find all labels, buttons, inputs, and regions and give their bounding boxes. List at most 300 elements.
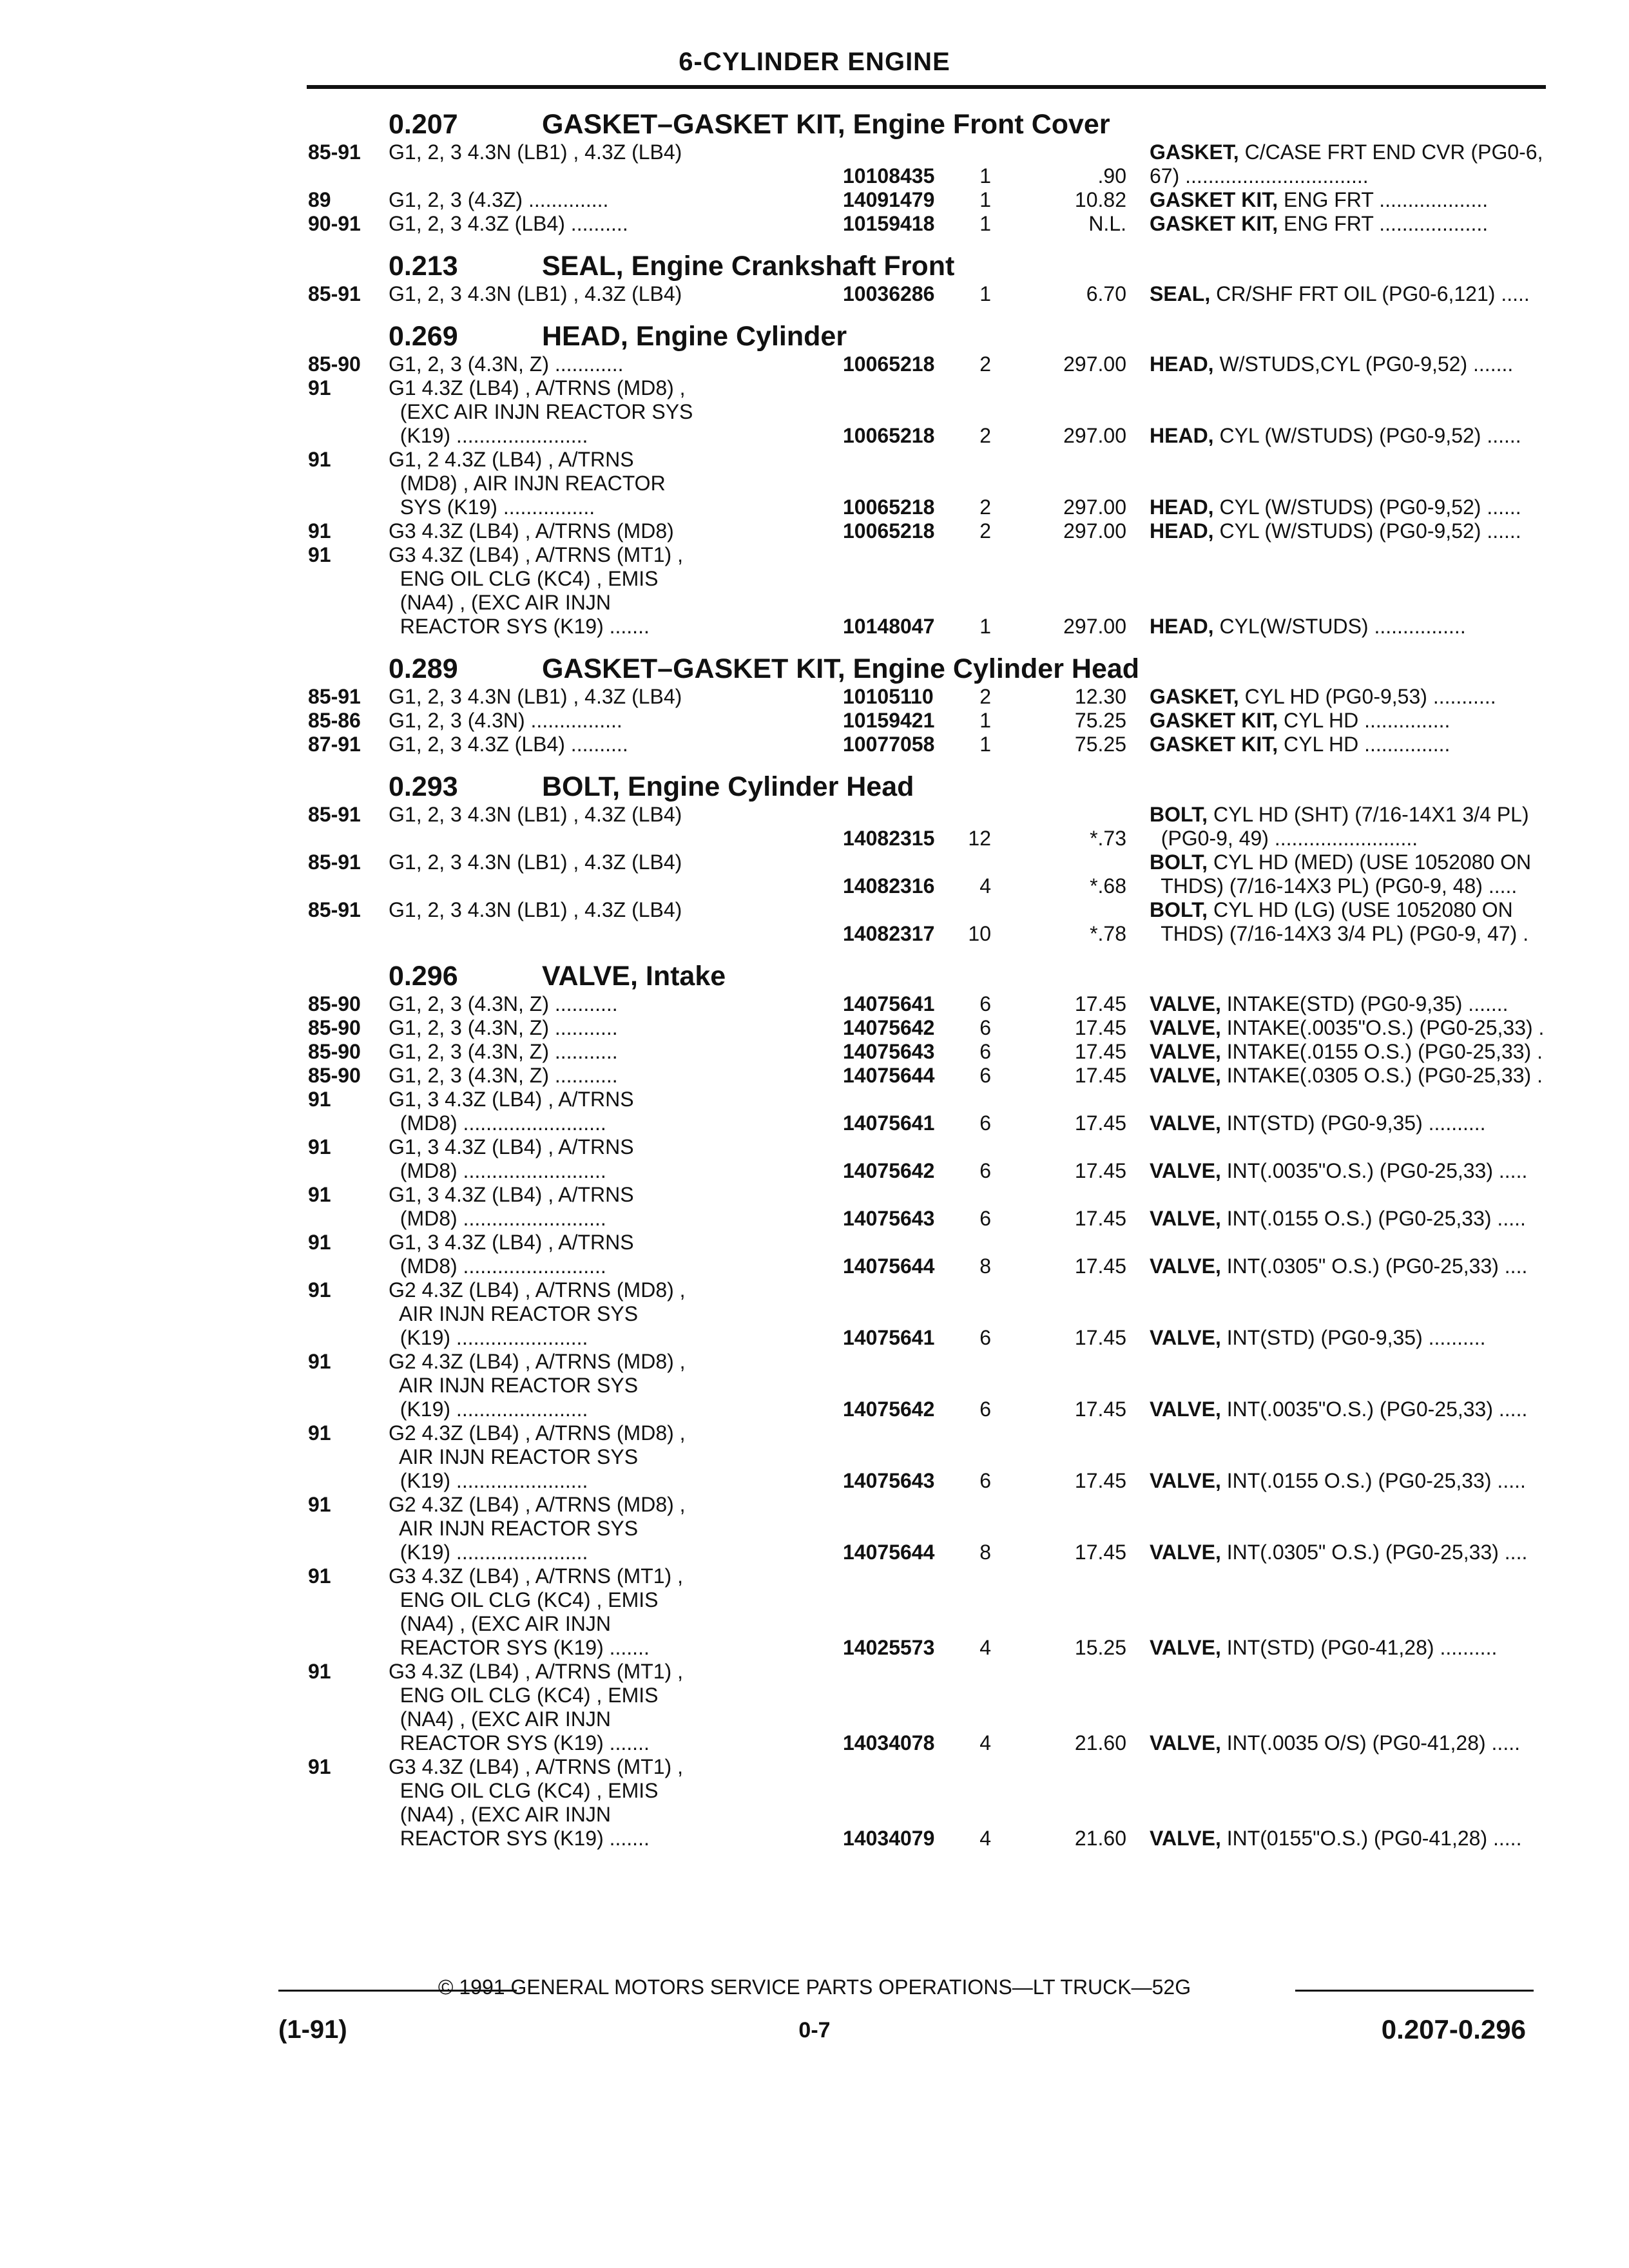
application-line: G1, 2, 3 4.3N (LB1) , 4.3Z (LB4) bbox=[389, 140, 682, 164]
description-text: ENG FRT ................... bbox=[1284, 188, 1489, 211]
application bbox=[389, 1040, 843, 1064]
description-text: INTAKE(.0305 O.S.) (PG0-25,33) . bbox=[1226, 1064, 1543, 1087]
price: N.L. bbox=[1088, 212, 1126, 235]
description-line bbox=[1150, 850, 1575, 874]
description-text: INT(.0155 O.S.) (PG0-25,33) ..... bbox=[1226, 1207, 1526, 1230]
quantity: 1 bbox=[979, 212, 991, 235]
application bbox=[389, 1088, 843, 1135]
quantity: 6 bbox=[979, 1469, 991, 1492]
description bbox=[1150, 615, 1575, 639]
description-line bbox=[1150, 733, 1575, 756]
part-row bbox=[308, 543, 1552, 639]
description bbox=[1150, 424, 1575, 448]
application-line: (MD8) ......................... bbox=[389, 1254, 606, 1278]
part-number: 10108435 bbox=[843, 164, 935, 187]
price: 6.70 bbox=[1086, 282, 1126, 305]
part-name: GASKET, bbox=[1150, 685, 1239, 708]
description-line bbox=[1150, 1541, 1575, 1564]
description-text: C/CASE FRT END CVR (PG0-6, bbox=[1244, 140, 1543, 164]
application bbox=[389, 1183, 843, 1231]
description-text: ENG FRT ................... bbox=[1284, 212, 1489, 235]
model-years: 91 bbox=[308, 543, 331, 566]
application-line: G1, 2, 3 4.3Z (LB4) .......... bbox=[389, 733, 628, 756]
part-name: VALVE, bbox=[1150, 1111, 1221, 1135]
header-rule bbox=[307, 85, 1546, 89]
description-line bbox=[1150, 495, 1575, 519]
part-number: 14075643 bbox=[843, 1469, 935, 1492]
description bbox=[1150, 1111, 1575, 1135]
part-number: 10065218 bbox=[843, 495, 935, 519]
description-line bbox=[1150, 898, 1575, 922]
price: 21.60 bbox=[1074, 1731, 1126, 1754]
application bbox=[389, 1564, 843, 1660]
price: 15.25 bbox=[1074, 1636, 1126, 1659]
description-line bbox=[1150, 992, 1575, 1016]
description bbox=[1150, 140, 1575, 188]
section-title: BOLT, Engine Cylinder Head bbox=[542, 771, 914, 802]
part-name: VALVE, bbox=[1150, 1159, 1221, 1182]
description-text: CYL HD (PG0-9,53) ........... bbox=[1244, 685, 1496, 708]
application-line: (NA4) , (EXC AIR INJN bbox=[389, 1803, 611, 1826]
section-number: 0.269 bbox=[389, 321, 458, 352]
description bbox=[1150, 685, 1575, 709]
quantity: 4 bbox=[979, 1731, 991, 1754]
quantity: 1 bbox=[979, 615, 991, 638]
application-line: ENG OIL CLG (KC4) , EMIS bbox=[389, 567, 659, 590]
part-row bbox=[308, 282, 1552, 306]
quantity: 6 bbox=[979, 1111, 991, 1135]
application-line: G1, 2, 3 (4.3N, Z) ........... bbox=[389, 1064, 618, 1087]
application bbox=[389, 1660, 843, 1755]
description bbox=[1150, 1636, 1575, 1660]
part-number: 10159418 bbox=[843, 212, 935, 235]
application-line: G2 4.3Z (LB4) , A/TRNS (MD8) , bbox=[389, 1421, 686, 1445]
part-name: BOLT, bbox=[1150, 803, 1208, 826]
part-name: GASKET KIT, bbox=[1150, 733, 1278, 756]
description bbox=[1150, 1731, 1575, 1755]
application-line: (EXC AIR INJN REACTOR SYS bbox=[389, 400, 693, 423]
description bbox=[1150, 1326, 1575, 1350]
model-years: 85-90 bbox=[308, 1016, 361, 1039]
application-line: AIR INJN REACTOR SYS bbox=[389, 1445, 639, 1468]
description-line bbox=[1150, 1016, 1575, 1040]
part-row bbox=[308, 898, 1552, 946]
model-years: 91 bbox=[308, 1350, 331, 1373]
description bbox=[1150, 1254, 1575, 1278]
price: 21.60 bbox=[1074, 1827, 1126, 1850]
description-line: THDS) (7/16-14X3 3/4 PL) (PG0-9, 47) . bbox=[1150, 922, 1529, 945]
application bbox=[389, 282, 843, 306]
part-name: HEAD, bbox=[1150, 615, 1214, 638]
model-years: 91 bbox=[308, 1421, 331, 1445]
application-line: G1, 2, 3 (4.3N, Z) ............ bbox=[389, 352, 624, 376]
model-years: 87-91 bbox=[308, 733, 361, 756]
application bbox=[389, 850, 843, 898]
description bbox=[1150, 1040, 1575, 1064]
model-years: 85-86 bbox=[308, 709, 361, 732]
description-line bbox=[1150, 212, 1575, 236]
part-name: BOLT, bbox=[1150, 898, 1208, 921]
price: 10.82 bbox=[1074, 188, 1126, 211]
price: 17.45 bbox=[1074, 1254, 1126, 1278]
description bbox=[1150, 282, 1575, 306]
description-line bbox=[1150, 1040, 1575, 1064]
page-number: 0-7 bbox=[798, 2018, 831, 2042]
application-line: G1, 2, 3 4.3N (LB1) , 4.3Z (LB4) bbox=[389, 898, 682, 921]
price: 17.45 bbox=[1074, 1398, 1126, 1421]
part-row bbox=[308, 1088, 1552, 1135]
application-line: (K19) ....................... bbox=[389, 1326, 588, 1349]
description bbox=[1150, 803, 1575, 850]
description-text: INT(.0305" O.S.) (PG0-25,33) .... bbox=[1226, 1541, 1528, 1564]
description-line bbox=[1150, 709, 1575, 733]
part-number: 14034078 bbox=[843, 1731, 935, 1754]
application-line: REACTOR SYS (K19) ....... bbox=[389, 1731, 650, 1754]
description-text: W/STUDS,CYL (PG0-9,52) ....... bbox=[1219, 352, 1514, 376]
description-text: CYL (W/STUDS) (PG0-9,52) ...... bbox=[1219, 424, 1521, 447]
description-text: INT(STD) (PG0-9,35) .......... bbox=[1226, 1111, 1486, 1135]
quantity: 2 bbox=[979, 519, 991, 543]
model-years: 85-91 bbox=[308, 282, 361, 305]
application-line: (MD8) ......................... bbox=[389, 1159, 606, 1182]
application-line: (NA4) , (EXC AIR INJN bbox=[389, 1707, 611, 1731]
description-line bbox=[1150, 188, 1575, 212]
price: 17.45 bbox=[1074, 1541, 1126, 1564]
price: 17.45 bbox=[1074, 1159, 1126, 1182]
part-row bbox=[308, 1278, 1552, 1350]
model-years: 85-90 bbox=[308, 1040, 361, 1063]
part-name: VALVE, bbox=[1150, 1469, 1221, 1492]
part-name: GASKET KIT, bbox=[1150, 212, 1278, 235]
quantity: 8 bbox=[979, 1254, 991, 1278]
application-line: G1, 2, 3 4.3Z (LB4) .......... bbox=[389, 212, 628, 235]
application bbox=[389, 1350, 843, 1421]
part-name: VALVE, bbox=[1150, 1064, 1221, 1087]
description bbox=[1150, 709, 1575, 733]
section-heading bbox=[308, 315, 1552, 352]
price: *.73 bbox=[1090, 827, 1126, 850]
application-line: G3 4.3Z (LB4) , A/TRNS (MT1) , bbox=[389, 1660, 683, 1683]
part-name: VALVE, bbox=[1150, 1636, 1221, 1659]
application-line: G2 4.3Z (LB4) , A/TRNS (MD8) , bbox=[389, 1350, 686, 1373]
model-years: 85-90 bbox=[308, 992, 361, 1015]
part-name: VALVE, bbox=[1150, 1040, 1221, 1063]
price: 12.30 bbox=[1074, 685, 1126, 708]
part-number: 14075644 bbox=[843, 1064, 935, 1087]
application bbox=[389, 543, 843, 639]
part-number: 10105110 bbox=[843, 685, 934, 708]
part-row bbox=[308, 1493, 1552, 1564]
model-years: 85-91 bbox=[308, 140, 361, 164]
application bbox=[389, 188, 843, 212]
quantity: 1 bbox=[979, 709, 991, 732]
description-text: CYL HD (MED) (USE 1052080 ON bbox=[1213, 850, 1532, 874]
part-number: 14075643 bbox=[843, 1040, 935, 1063]
description bbox=[1150, 733, 1575, 756]
model-years: 91 bbox=[308, 1564, 331, 1588]
section-heading bbox=[308, 648, 1552, 685]
description-line bbox=[1150, 140, 1575, 164]
description-text: CYL HD ............... bbox=[1284, 733, 1451, 756]
part-row bbox=[308, 376, 1552, 448]
description-line bbox=[1150, 685, 1575, 709]
quantity: 2 bbox=[979, 352, 991, 376]
price: 297.00 bbox=[1063, 519, 1126, 543]
application-line: G1, 3 4.3Z (LB4) , A/TRNS bbox=[389, 1088, 634, 1111]
part-name: VALVE, bbox=[1150, 1326, 1221, 1349]
description-text: INT(.0035"O.S.) (PG0-25,33) ..... bbox=[1226, 1159, 1528, 1182]
price: .90 bbox=[1097, 164, 1126, 187]
description-line bbox=[1150, 282, 1575, 306]
part-name: HEAD, bbox=[1150, 424, 1214, 447]
description bbox=[1150, 850, 1575, 898]
quantity: 2 bbox=[979, 685, 991, 708]
part-name: GASKET, bbox=[1150, 140, 1239, 164]
price: 297.00 bbox=[1063, 352, 1126, 376]
section-number: 0.296 bbox=[389, 961, 458, 992]
description-text: CR/SHF FRT OIL (PG0-6,121) ..... bbox=[1216, 282, 1530, 305]
part-number: 10036286 bbox=[843, 282, 935, 305]
section-number: 0.207 bbox=[389, 109, 458, 140]
application bbox=[389, 1493, 843, 1564]
application-line: G1, 2 4.3Z (LB4) , A/TRNS bbox=[389, 448, 634, 471]
part-row bbox=[308, 1016, 1552, 1040]
application-line: G1, 3 4.3Z (LB4) , A/TRNS bbox=[389, 1231, 634, 1254]
description-line bbox=[1150, 615, 1575, 639]
description-line bbox=[1150, 1398, 1575, 1421]
model-years: 89 bbox=[308, 188, 331, 211]
part-row bbox=[308, 1350, 1552, 1421]
application-line: G3 4.3Z (LB4) , A/TRNS (MD8) bbox=[389, 519, 674, 543]
section-title: GASKET–GASKET KIT, Engine Cylinder Head bbox=[542, 653, 1140, 684]
application bbox=[389, 992, 843, 1016]
part-name: BOLT, bbox=[1150, 850, 1208, 874]
description bbox=[1150, 992, 1575, 1016]
application-line: REACTOR SYS (K19) ....... bbox=[389, 1636, 650, 1659]
application-line: G1, 2, 3 4.3N (LB1) , 4.3Z (LB4) bbox=[389, 685, 682, 708]
description-text: INT(STD) (PG0-9,35) .......... bbox=[1226, 1326, 1486, 1349]
description-text: CYL(W/STUDS) ................ bbox=[1219, 615, 1466, 638]
description bbox=[1150, 212, 1575, 236]
description bbox=[1150, 1827, 1575, 1850]
part-number: 10159421 bbox=[843, 709, 935, 732]
application-line: ENG OIL CLG (KC4) , EMIS bbox=[389, 1779, 659, 1802]
price: *.68 bbox=[1090, 874, 1126, 898]
application-line: G1, 2, 3 (4.3N, Z) ........... bbox=[389, 1016, 618, 1039]
application bbox=[389, 685, 843, 709]
description-line bbox=[1150, 519, 1575, 543]
model-years: 91 bbox=[308, 376, 331, 399]
model-years: 91 bbox=[308, 1183, 331, 1206]
part-name: VALVE, bbox=[1150, 1254, 1221, 1278]
application-line: (NA4) , (EXC AIR INJN bbox=[389, 591, 611, 614]
quantity: 1 bbox=[979, 164, 991, 187]
description-line bbox=[1150, 1159, 1575, 1183]
part-row bbox=[308, 709, 1552, 733]
part-row bbox=[308, 140, 1552, 188]
application-line: G1, 3 4.3Z (LB4) , A/TRNS bbox=[389, 1183, 634, 1206]
description-line bbox=[1150, 1636, 1575, 1660]
part-name: GASKET KIT, bbox=[1150, 709, 1278, 732]
quantity: 6 bbox=[979, 1016, 991, 1039]
description-line bbox=[1150, 1731, 1575, 1755]
quantity: 4 bbox=[979, 874, 991, 898]
part-name: VALVE, bbox=[1150, 1731, 1221, 1754]
description bbox=[1150, 898, 1575, 946]
part-row bbox=[308, 1040, 1552, 1064]
quantity: 6 bbox=[979, 1207, 991, 1230]
description-text: CYL HD ............... bbox=[1284, 709, 1451, 732]
application-line: G3 4.3Z (LB4) , A/TRNS (MT1) , bbox=[389, 1755, 683, 1778]
part-name: HEAD, bbox=[1150, 519, 1214, 543]
section-title: SEAL, Engine Crankshaft Front bbox=[542, 251, 955, 282]
description-text: INT(.0035 O/S) (PG0-41,28) ..... bbox=[1226, 1731, 1520, 1754]
section-title: HEAD, Engine Cylinder bbox=[542, 321, 847, 352]
model-years: 85-91 bbox=[308, 803, 361, 826]
copyright: © 1991 GENERAL MOTORS SERVICE PARTS OPERATIONS—LT TRUCK—52G bbox=[438, 1975, 1191, 1999]
quantity: 6 bbox=[979, 1398, 991, 1421]
quantity: 2 bbox=[979, 495, 991, 519]
part-name: VALVE, bbox=[1150, 1016, 1221, 1039]
part-row bbox=[308, 1231, 1552, 1278]
price: 17.45 bbox=[1074, 1016, 1126, 1039]
part-name: SEAL, bbox=[1150, 282, 1211, 305]
description-text: CYL HD (LG) (USE 1052080 ON bbox=[1213, 898, 1513, 921]
quantity: 4 bbox=[979, 1827, 991, 1850]
description-line bbox=[1150, 1207, 1575, 1231]
description-line bbox=[1150, 803, 1575, 827]
application-line: ENG OIL CLG (KC4) , EMIS bbox=[389, 1684, 659, 1707]
model-years: 91 bbox=[308, 1755, 331, 1778]
part-number: 14075641 bbox=[843, 1111, 935, 1135]
description-line: THDS) (7/16-14X3 PL) (PG0-9, 48) ..... bbox=[1150, 874, 1518, 898]
part-number: 10065218 bbox=[843, 519, 935, 543]
quantity: 4 bbox=[979, 1636, 991, 1659]
description-line bbox=[1150, 1064, 1575, 1088]
application-line: G1, 2, 3 4.3N (LB1) , 4.3Z (LB4) bbox=[389, 850, 682, 874]
part-number: 14075641 bbox=[843, 1326, 935, 1349]
description-text: INTAKE(.0155 O.S.) (PG0-25,33) . bbox=[1226, 1040, 1543, 1063]
application bbox=[389, 376, 843, 448]
part-row bbox=[308, 1421, 1552, 1493]
application-line: (K19) ....................... bbox=[389, 1469, 588, 1492]
part-row bbox=[308, 352, 1552, 376]
model-years: 91 bbox=[308, 1088, 331, 1111]
price: 297.00 bbox=[1063, 495, 1126, 519]
application bbox=[389, 1421, 843, 1493]
quantity: 1 bbox=[979, 188, 991, 211]
price: 75.25 bbox=[1074, 733, 1126, 756]
model-years: 91 bbox=[308, 519, 331, 543]
part-row bbox=[308, 1183, 1552, 1231]
application bbox=[389, 1135, 843, 1183]
application-line: AIR INJN REACTOR SYS bbox=[389, 1374, 639, 1397]
application bbox=[389, 709, 843, 733]
part-number: 10148047 bbox=[843, 615, 935, 638]
part-row bbox=[308, 188, 1552, 212]
description-text: INTAKE(STD) (PG0-9,35) ....... bbox=[1226, 992, 1509, 1015]
section-heading bbox=[308, 245, 1552, 282]
part-number: 14082316 bbox=[843, 874, 935, 898]
quantity: 10 bbox=[968, 922, 991, 945]
description bbox=[1150, 1016, 1575, 1040]
description-text: CYL (W/STUDS) (PG0-9,52) ...... bbox=[1219, 519, 1521, 543]
price: 75.25 bbox=[1074, 709, 1126, 732]
price: 17.45 bbox=[1074, 992, 1126, 1015]
description-text: INTAKE(.0035"O.S.) (PG0-25,33) . bbox=[1226, 1016, 1545, 1039]
model-years: 85-91 bbox=[308, 850, 361, 874]
application-line: (MD8) , AIR INJN REACTOR bbox=[389, 472, 666, 495]
part-name: HEAD, bbox=[1150, 352, 1214, 376]
application bbox=[389, 1016, 843, 1040]
application bbox=[389, 140, 843, 188]
application-line: AIR INJN REACTOR SYS bbox=[389, 1517, 639, 1540]
section-number: 0.293 bbox=[389, 771, 458, 802]
part-name: VALVE, bbox=[1150, 1827, 1221, 1850]
part-row bbox=[308, 1064, 1552, 1088]
part-number: 10065218 bbox=[843, 424, 935, 447]
application-line: G1, 2, 3 (4.3N) ................ bbox=[389, 709, 622, 732]
description-text: INT(.0155 O.S.) (PG0-25,33) ..... bbox=[1226, 1469, 1526, 1492]
part-row bbox=[308, 992, 1552, 1016]
description-line bbox=[1150, 424, 1575, 448]
description bbox=[1150, 1541, 1575, 1564]
description bbox=[1150, 352, 1575, 376]
application bbox=[389, 1064, 843, 1088]
part-row bbox=[308, 212, 1552, 236]
page-title: 6-CYLINDER ENGINE bbox=[679, 48, 950, 76]
price: 17.45 bbox=[1074, 1111, 1126, 1135]
application-line: G1 4.3Z (LB4) , A/TRNS (MD8) , bbox=[389, 376, 686, 399]
part-row bbox=[308, 685, 1552, 709]
quantity: 8 bbox=[979, 1541, 991, 1564]
application-line: G3 4.3Z (LB4) , A/TRNS (MT1) , bbox=[389, 1564, 683, 1588]
part-number: 14082315 bbox=[843, 827, 935, 850]
description bbox=[1150, 1207, 1575, 1231]
section-number: 0.289 bbox=[389, 653, 458, 684]
application-line: (NA4) , (EXC AIR INJN bbox=[389, 1612, 611, 1635]
quantity: 12 bbox=[968, 827, 991, 850]
application-line: G1, 2, 3 (4.3N, Z) ........... bbox=[389, 992, 618, 1015]
part-number: 14075643 bbox=[843, 1207, 935, 1230]
revision-date: (1-91) bbox=[278, 2015, 347, 2044]
price: 17.45 bbox=[1074, 1040, 1126, 1063]
part-number: 10065218 bbox=[843, 352, 935, 376]
part-row bbox=[308, 1135, 1552, 1183]
application-line: G1, 3 4.3Z (LB4) , A/TRNS bbox=[389, 1135, 634, 1158]
application-line: G2 4.3Z (LB4) , A/TRNS (MD8) , bbox=[389, 1493, 686, 1516]
description-line bbox=[1150, 352, 1575, 376]
application bbox=[389, 352, 843, 376]
application-line: SYS (K19) ................ bbox=[389, 495, 595, 519]
part-name: VALVE, bbox=[1150, 992, 1221, 1015]
application-line: (K19) ....................... bbox=[389, 424, 588, 447]
part-row bbox=[308, 733, 1552, 756]
description-text: CYL (W/STUDS) (PG0-9,52) ...... bbox=[1219, 495, 1521, 519]
description bbox=[1150, 1398, 1575, 1421]
model-years: 91 bbox=[308, 1278, 331, 1302]
model-years: 91 bbox=[308, 448, 331, 471]
model-years: 91 bbox=[308, 1493, 331, 1516]
application bbox=[389, 733, 843, 756]
quantity: 2 bbox=[979, 424, 991, 447]
parts-list bbox=[308, 94, 1552, 1850]
quantity: 6 bbox=[979, 992, 991, 1015]
section-range: 0.207-0.296 bbox=[1381, 2014, 1526, 2044]
application bbox=[389, 1755, 843, 1850]
description-text: INT(.0305" O.S.) (PG0-25,33) .... bbox=[1226, 1254, 1528, 1278]
application bbox=[389, 212, 843, 236]
